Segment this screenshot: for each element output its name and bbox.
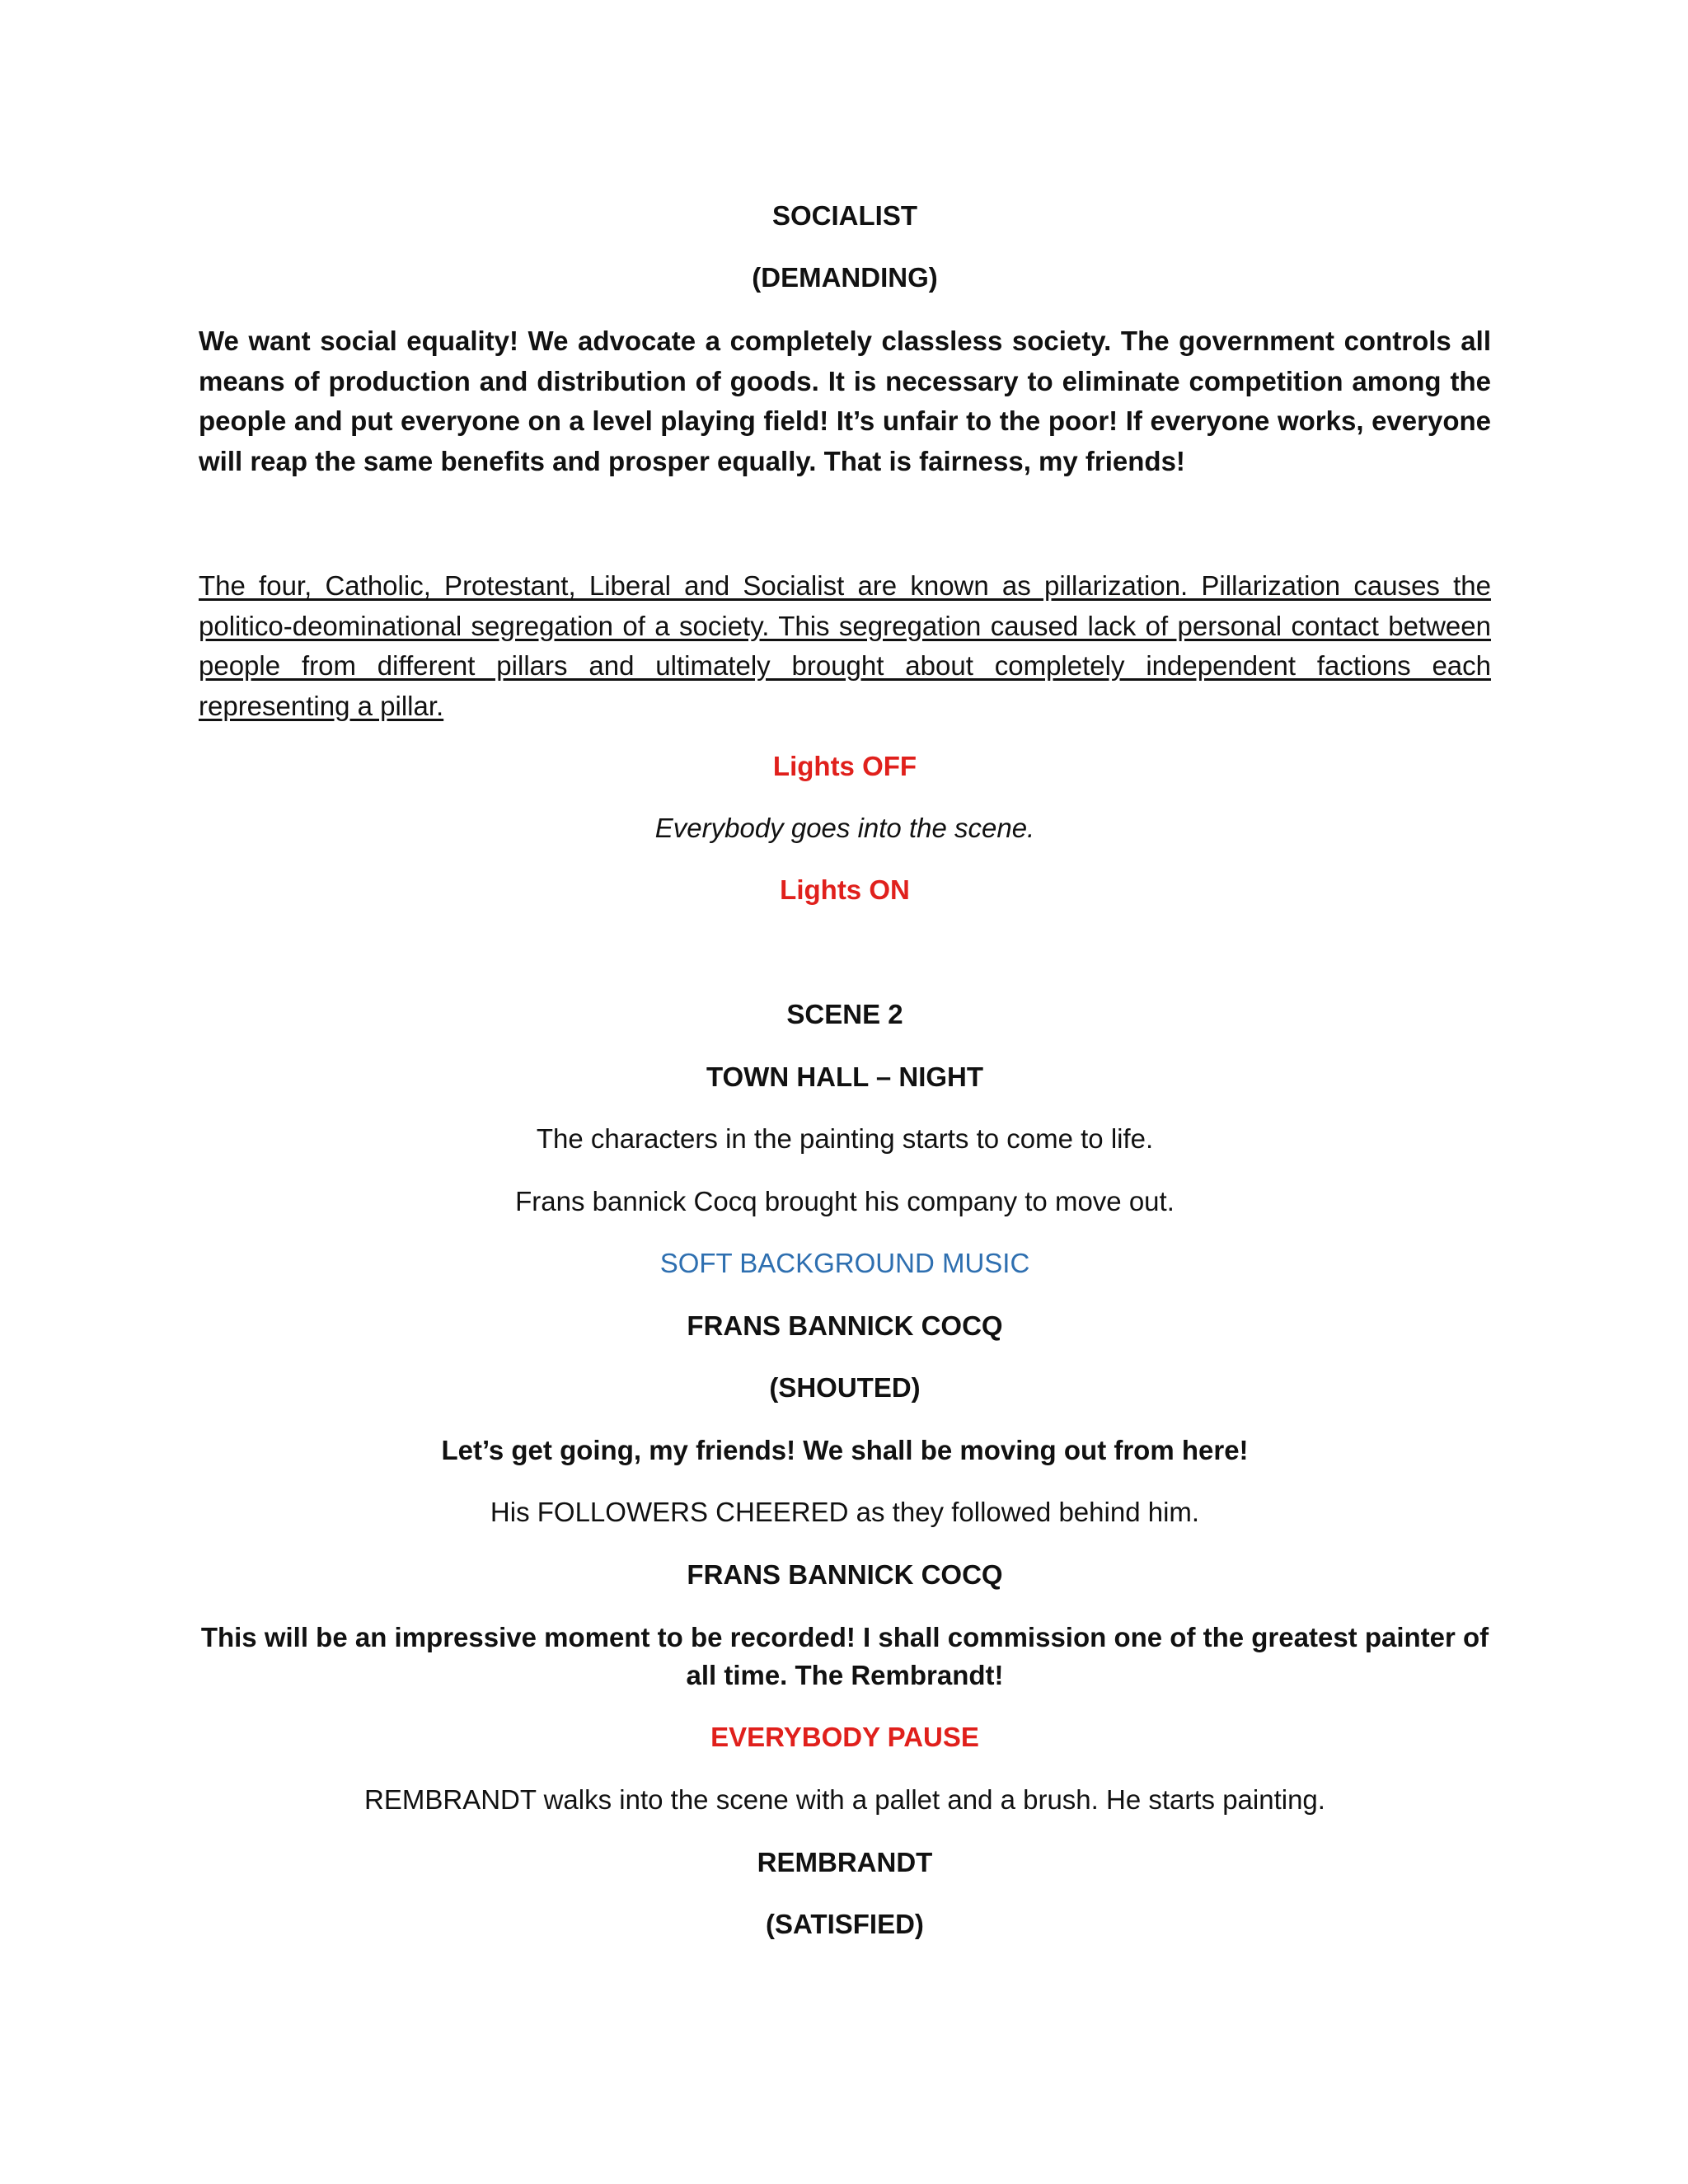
rembrandt-heading: REMBRANDT	[757, 1847, 933, 1877]
socialist-speech: We want social equality! We advocate a completely classless society. The government controls all means of production and distribution of goods. It is necessary to eliminate competition among the people and put everyone on a level playing field! It’s unfair to the poor! If everyone works, everyone will reap the same benefits and prosper equally. That is fairness, my friends!	[199, 326, 1491, 476]
action-characters-life: The characters in the painting starts to come to life.	[536, 1123, 1154, 1154]
cue-lights-on: Lights ON	[780, 874, 910, 905]
frans-direction: (SHOUTED)	[769, 1372, 921, 1403]
frans-speech-2: This will be an impressive moment to be recorded! I shall commission one of the greatest painter of all time. The Rembrandt!	[200, 1622, 1489, 1690]
cue-lights-off: Lights OFF	[772, 751, 917, 781]
action-rembrandt: REMBRANDT walks into the scene with a pallet and a brush. He starts painting.	[364, 1784, 1325, 1815]
scene-location: TOWN HALL – NIGHT	[706, 1062, 984, 1092]
frans-heading-2: FRANS BANNICK COCQ	[687, 1559, 1003, 1590]
action-company-move: Frans bannick Cocq brought his company to move out.	[515, 1186, 1175, 1216]
socialist-heading: SOCIALIST	[771, 200, 917, 231]
narration-pillarization: The four, Catholic, Protestant, Liberal and Socialist are known as pillarization. Pillarization causes the politico-deominational segregation of a society. This segregation caused lack of personal contact between people from different pillars and ultimately brought about completely independent factions each representing a pillar.	[199, 570, 1491, 721]
action-followers: His FOLLOWERS CHEERED as they followed behind him.	[490, 1497, 1200, 1527]
frans-speech-1: Let’s get going, my friends! We shall be moving out from here!	[441, 1435, 1249, 1465]
cue-music: SOFT BACKGROUND MUSIC	[659, 1248, 1030, 1278]
action-everybody-scene: Everybody goes into the scene.	[654, 813, 1035, 843]
scene-number: SCENE 2	[786, 999, 903, 1029]
rembrandt-direction: (SATISFIED)	[766, 1909, 924, 1939]
cue-pause: EVERYBODY PAUSE	[710, 1722, 979, 1752]
socialist-direction: (DEMANDING)	[752, 262, 938, 293]
frans-heading-1: FRANS BANNICK COCQ	[687, 1310, 1003, 1341]
